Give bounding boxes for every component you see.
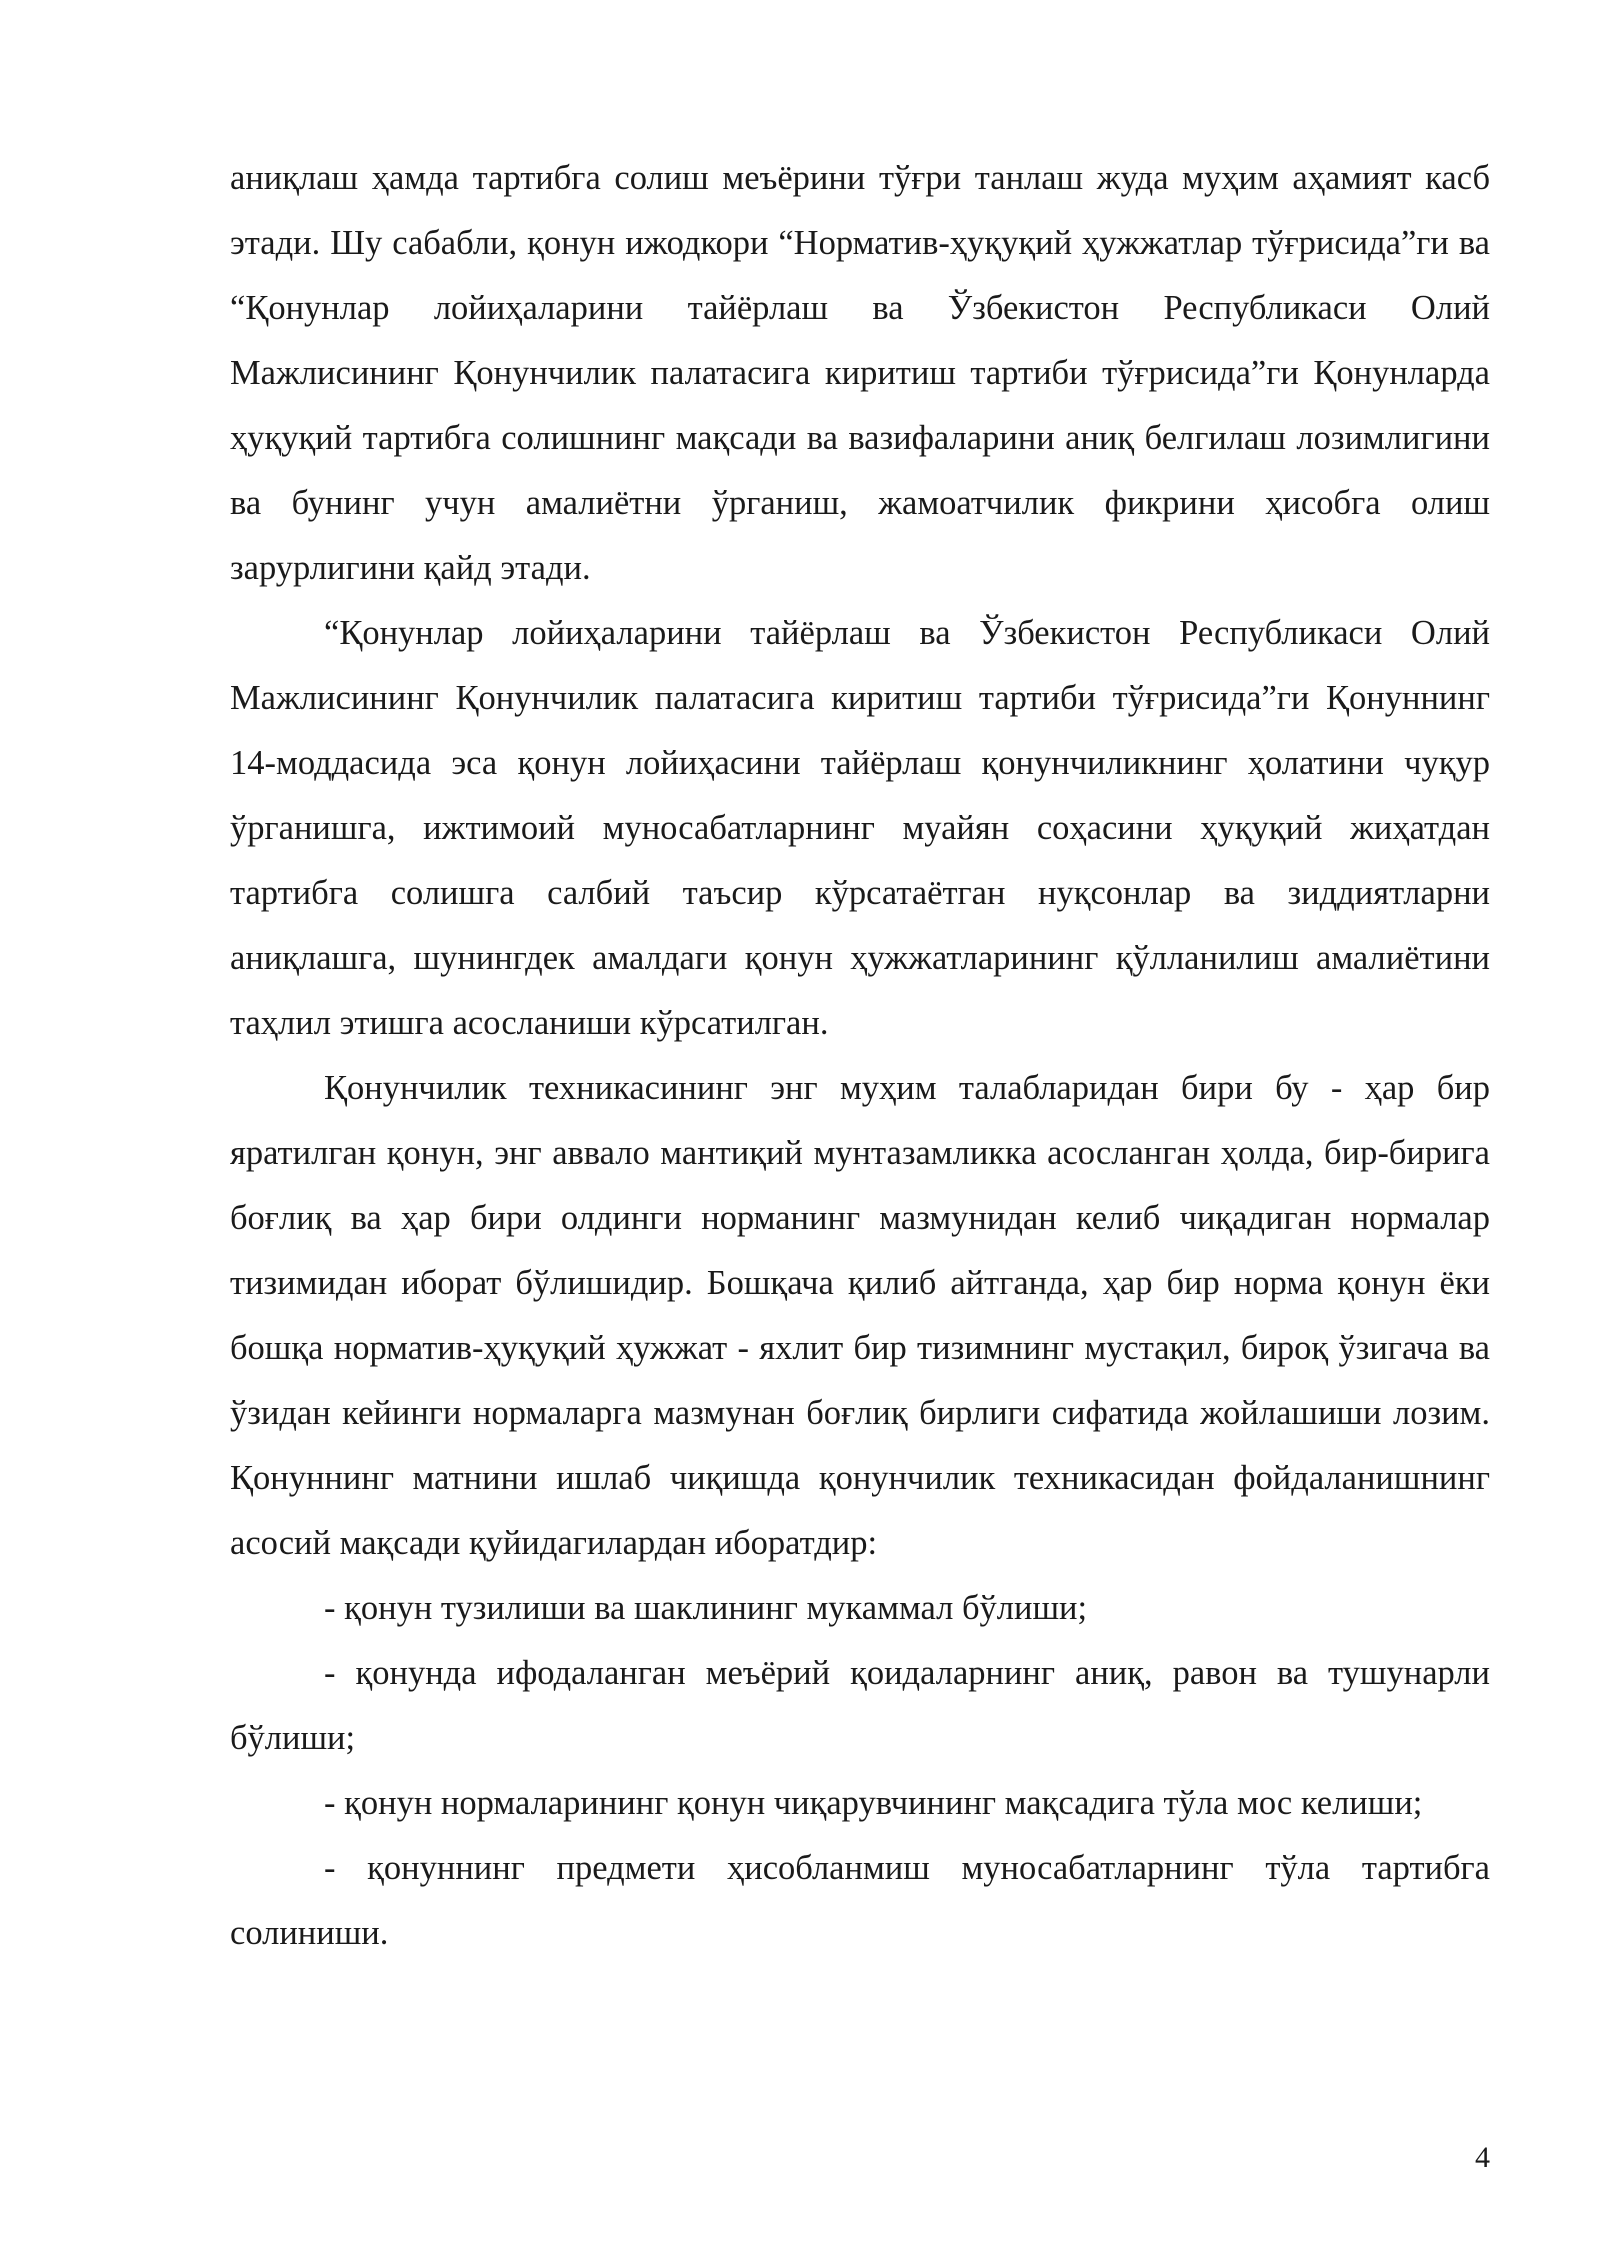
list-item-4: - қонуннинг предмети ҳисобланмиш муносабатларнинг тўла тартибга солиниши. <box>230 1849 1490 1952</box>
list-item-1: - қонун тузилиши ва шаклининг мукаммал бўлиши; <box>324 1589 1088 1627</box>
document-body <box>230 146 1490 1966</box>
paragraph-1: аниқлаш ҳамда тартибга солиш меъёрини тўғри танлаш жуда муҳим аҳамият касб этади. Шу сабабли, қонун ижодкори “Норматив-ҳуқуқий ҳужжатлар тўғрисида”ги ва “Қонунлар лойиҳаларини тайёрлаш ва Ўзбекистон Республикаси Олий Мажлисининг Қонунчилик палатасига киритиш тартиби тўғрисида”ги Қонунларда ҳуқуқий тартибга солишнинг мақсади ва вазифаларини аниқ белгилаш лозимлигини ва бунинг учун амалиётни ўрганиш, жамоатчилик фикрини ҳисобга олиш зарурлигини қайд этади. <box>230 159 1490 587</box>
paragraph-3: Қонунчилик техникасининг энг муҳим талабларидан бири бу - ҳар бир яратилган қонун, энг аввало мантиқий мунтазамликка асосланган ҳолда, бир-бирига боғлиқ ва ҳар бири олдинги норманинг мазмунидан келиб чиқадиган нормалар тизимидан иборат бўлишидир. Бошқача қилиб айтганда, ҳар бир норма қонун ёки бошқа норматив-ҳуқуқий ҳужжат - яхлит бир тизимнинг мустақил, бироқ ўзигача ва ўзидан кейинги нормаларга мазмунан боғлиқ бирлиги сифатида жойлашиши лозим. Қонуннинг матнини ишлаб чиқишда қонунчилик техникасидан фойдаланишнинг асосий мақсади қуйидагилардан иборатдир: <box>230 1069 1490 1562</box>
paragraph-2: “Қонунлар лойиҳаларини тайёрлаш ва Ўзбекистон Республикаси Олий Мажлисининг Қонунчилик палатасига киритиш тартиби тўғрисида”ги Қонуннинг 14-моддасида эса қонун лойиҳасини тайёрлаш қонунчиликнинг ҳолатини чуқур ўрганишга, ижтимоий муносабатларнинг муайян соҳасини ҳуқуқий жиҳатдан тартибга солишга салбий таъсир кўрсатаётган нуқсонлар ва зиддиятларни аниқлашга, шунингдек амалдаги қонун ҳужжатларининг қўлланилиш амалиётини таҳлил этишга асосланиши кўрсатилган. <box>230 614 1490 1042</box>
list-item-2: - қонунда ифодаланган меъёрий қоидаларнинг аниқ, равон ва тушунарли бўлиши; <box>230 1654 1490 1757</box>
page-number: 4 <box>1475 2141 1490 2174</box>
list-item-3: - қонун нормаларининг қонун чиқарувчининг мақсадига тўла мос келиши; <box>324 1784 1423 1822</box>
